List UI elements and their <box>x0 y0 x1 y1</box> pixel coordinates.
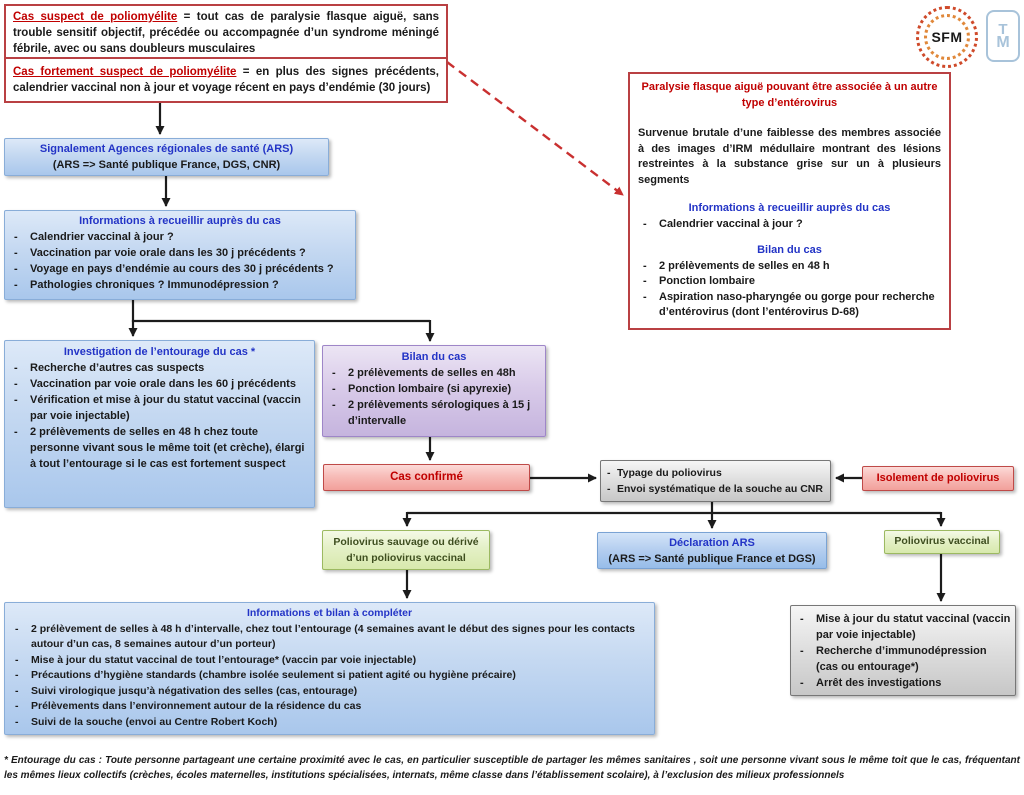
signalement-title: Signalement Agences régionales de santé (ARS) <box>39 143 294 155</box>
typage-box <box>600 460 831 502</box>
list-item: - Arrêt des investigations <box>795 675 1011 691</box>
list-item: - Vaccination par voie orale dans les 60 j précédents <box>9 376 310 392</box>
tvm-logo-letter-t: T <box>998 20 1008 38</box>
isolement-label: Isolement de poliovirus <box>876 472 1000 484</box>
investigation-title: Investigation de l’entourage du cas * <box>63 346 256 358</box>
enterovirus-box <box>628 72 951 330</box>
cas-confirme-box <box>323 464 530 491</box>
bilan-cas-box <box>322 345 546 437</box>
strong-suspect-case-term: Cas fortement suspect de poliomyélite <box>13 66 237 78</box>
tvm-logo-letter-m: M <box>996 33 1010 51</box>
suivi-box <box>790 605 1016 696</box>
list-item: - Vaccination par voie orale dans les 30 j précédents ? <box>9 245 351 261</box>
branch-typage <box>407 502 941 513</box>
list-item: - Calendrier vaccinal à jour ? <box>638 217 941 233</box>
suspect-case-definition <box>6 6 446 57</box>
strong-suspect-case-text: = en plus des signes précédents, calendrier vaccinal non à jour et voyage récent en pays d’endémie (30 jours) <box>13 66 440 94</box>
list-item: - Recherche d’autres cas suspects <box>9 360 310 376</box>
list-item: - Prélèvements dans l’environnement autour de la résidence du cas <box>10 699 649 715</box>
investigation-box <box>4 340 315 508</box>
suspect-case-term: Cas suspect de poliomyélite <box>13 11 178 23</box>
case-definition-box <box>4 4 448 103</box>
infos-bilan-title: Informations et bilan à compléter <box>246 607 413 619</box>
declaration-title: Déclaration ARS <box>669 537 755 549</box>
list-item: - Mise à jour du statut vaccinal de tout l’entourage* (vaccin par voie injectable) <box>10 653 649 669</box>
list-item: - Ponction lombaire (si apyrexie) <box>327 381 541 397</box>
enterovirus-body: Survenue brutale d’une faiblesse des membres associée à des images d’IRM médullaire montrant des lésions restreintes à la substance grise sur un à plusieurs segments <box>638 127 941 186</box>
isolement-box <box>862 466 1014 491</box>
infos-cas-title: Informations à recueillir auprès du cas <box>79 215 281 227</box>
signalement-subtitle: (ARS => Santé publique France, DGS, CNR) <box>52 159 281 171</box>
sfm-logo <box>916 6 978 68</box>
cas-confirme-label: Cas confirmé <box>390 471 463 483</box>
list-item: - Calendrier vaccinal à jour ? <box>9 229 351 245</box>
footnote: * Entourage du cas : Toute personne partageant une certaine proximité avec le cas, en particulier susceptible de partager les mêmes sanitaires , soit une personne vivant sous le même toit que le cas, fréquentant les mêmes lieux collectifs (crèches, écoles maternelles, institutions spécialisées, internats, même classe dans l’établissement scolaire), à l’exclusion des milieux professionnels <box>4 755 1020 781</box>
bilan-cas-title: Bilan du cas <box>401 351 467 363</box>
list-item: - 2 prélèvements de selles en 48 h chez toute personne vivant sous le même toit (et crèche), élargi à tout l’entourage si le cas est fortement suspect <box>9 424 310 472</box>
list-item: - Pathologies chroniques ? Immunodépression ? <box>9 277 351 293</box>
list-item: - 2 prélèvements sérologiques à 15 j d’intervalle <box>327 397 541 429</box>
vaccinal-label: Poliovirus vaccinal <box>894 535 990 547</box>
list-item: - 2 prélèvement de selles à 48 h d’intervalle, chez tout l’entourage (4 semaines avant le début des signes pour les contacts autour d’un cas, 8 semaines autour d’un porteur) <box>10 622 649 653</box>
tvm-logo <box>986 10 1020 62</box>
list-item: - Envoi systématique de la souche au CNR <box>607 481 824 497</box>
declaration-subtitle: (ARS => Santé publique France et DGS) <box>608 553 816 565</box>
list-item: - Vérification et mise à jour du statut vaccinal (vaccin par voie injectable) <box>9 392 310 424</box>
suspect-case-text: = tout cas de paralysie flasque aiguë, sans trouble sensitif objectif, précédée ou accompagnée d’un syndrome méningé fébrile, avec ou sans doubleurs musculaires <box>13 11 439 55</box>
vaccinal-box <box>884 530 1000 554</box>
list-item: - Voyage en pays d’endémie au cours des 30 j précédents ? <box>9 261 351 277</box>
strong-suspect-case-definition <box>6 57 446 98</box>
list-item: - Mise à jour du statut vaccinal (vaccin par voie injectable) <box>795 611 1011 643</box>
sauvage-box <box>322 530 490 570</box>
signalement-ars-box <box>4 138 329 176</box>
list-item: - 2 prélèvements de selles en 48 h <box>638 259 941 275</box>
sauvage-label: Poliovirus sauvage ou dérivé d’un poliovirus vaccinal <box>333 536 479 564</box>
declaration-ars-box <box>597 532 827 569</box>
list-item: - Typage du poliovirus <box>607 465 824 481</box>
list-item: - Aspiration naso-pharyngée ou gorge pour recherche d’entérovirus (dont l’entérovirus D-68) <box>638 290 941 321</box>
list-item: - Recherche d’immunodépression (cas ou entourage*) <box>795 643 1011 675</box>
dashed-arrow-def-to-enterovirus <box>447 62 623 195</box>
infos-bilan-box <box>4 602 655 735</box>
list-item: - Ponction lombaire <box>638 274 941 290</box>
enterovirus-info-title: Informations à recueillir auprès du cas <box>688 202 891 214</box>
sfm-logo-label: SFM <box>924 14 970 60</box>
list-item: - Précautions d’hygiène standards (chambre isolée seulement si patient agité ou hygiène précaire) <box>10 668 649 684</box>
branch-infos <box>133 300 430 321</box>
enterovirus-bilan-title: Bilan du cas <box>757 244 822 256</box>
list-item: - Suivi de la souche (envoi au Centre Robert Koch) <box>10 715 649 731</box>
infos-cas-box <box>4 210 356 300</box>
list-item: - Suivi virologique jusqu’à négativation des selles (cas, entourage) <box>10 684 649 700</box>
list-item: - 2 prélèvements de selles en 48h <box>327 365 541 381</box>
enterovirus-title: Paralysie flasque aiguë pouvant être associée à un autre type d’entérovirus <box>641 81 938 109</box>
